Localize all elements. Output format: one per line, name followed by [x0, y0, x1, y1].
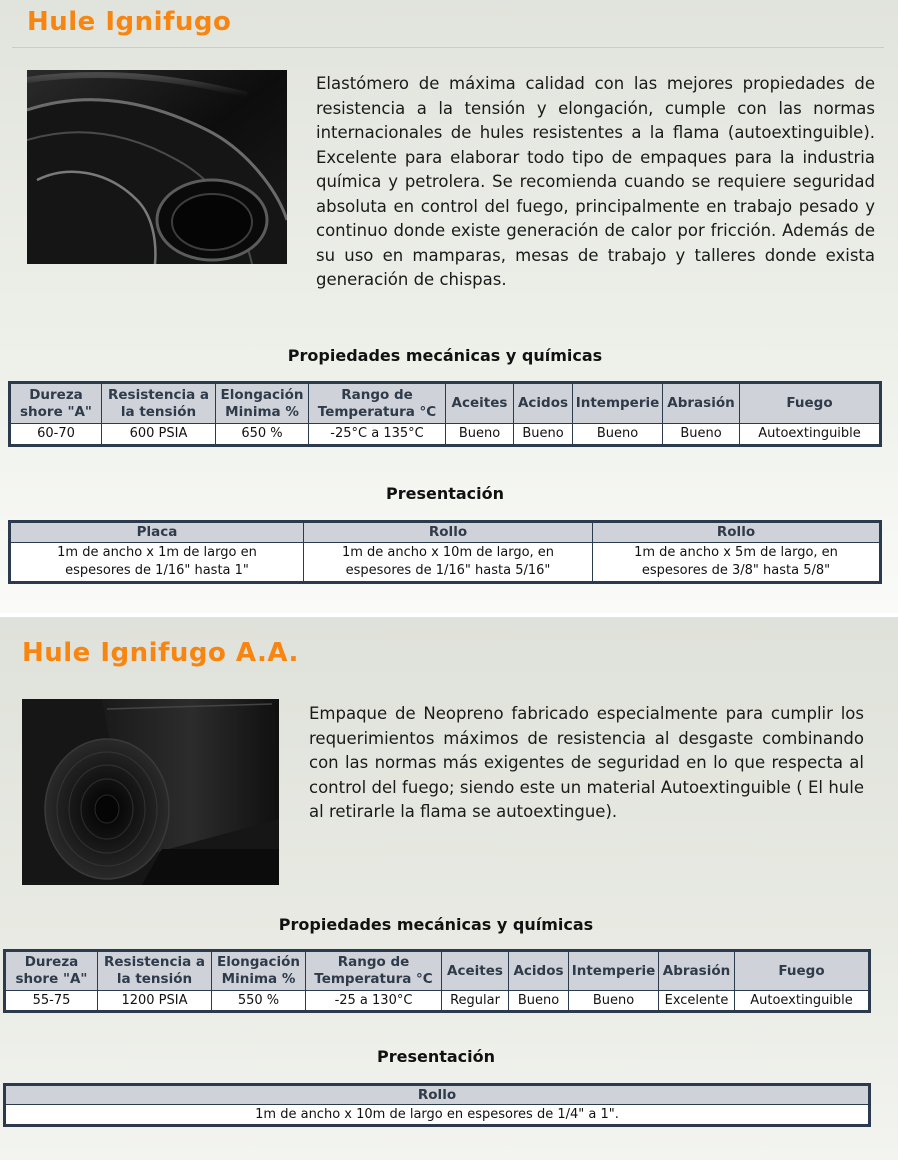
presentation-heading: Presentación [376, 1047, 496, 1066]
table-header-row [6, 952, 868, 991]
properties-table [8, 381, 882, 447]
properties-heading: Propiedades mecánicas y químicas [287, 346, 603, 365]
column-header: Fuego [735, 952, 868, 991]
column-header: Fuego [740, 384, 879, 424]
table-cell: Bueno [509, 991, 569, 1010]
table-cell: Autoextinguible [750, 992, 853, 1008]
table-cell: Excelente [659, 991, 735, 1010]
table-header-row [6, 1086, 868, 1105]
column-header: Elongación Minima % [212, 952, 306, 991]
column-header: Rollo [593, 523, 879, 543]
column-header: Dureza shore "A" [11, 384, 102, 424]
table-header-row [11, 523, 879, 543]
table-header-row [11, 384, 879, 424]
properties-table [3, 949, 871, 1013]
table-cell: 55-75 [6, 991, 98, 1010]
column-header: Resistencia a la tensión [102, 384, 216, 424]
table-cell: 1m de ancho x 1m de largo en espesores de 1/16" hasta 1" [11, 543, 304, 581]
column-header: Rango de Temperatura °C [306, 952, 442, 991]
table-cell: 600 PSIA [102, 424, 216, 444]
column-header: Resistencia a la tensión [98, 952, 212, 991]
table-cell: 1200 PSIA [98, 991, 212, 1010]
presentation-table [3, 1083, 871, 1127]
properties-heading: Propiedades mecánicas y químicas [278, 915, 594, 934]
product-section-hule-ignifugo-aa [0, 617, 898, 1160]
table-cell: -25 a 130°C [306, 991, 442, 1010]
table-cell: Bueno [446, 424, 514, 444]
presentation-table [8, 520, 882, 584]
column-header: Rollo [304, 523, 593, 543]
table-cell: 650 % [216, 424, 309, 444]
table-cell: -25°C a 135°C [309, 424, 446, 444]
column-header: Abrasión [663, 384, 740, 424]
column-header: Intemperie [569, 952, 659, 991]
table-cell: Bueno [569, 991, 659, 1010]
table-cell: Bueno [514, 424, 573, 444]
column-header: Rango de Temperatura °C [309, 384, 446, 424]
table-row [6, 991, 868, 1010]
table-cell: 60-70 [11, 424, 102, 444]
table-row [6, 1105, 868, 1124]
column-header: Dureza shore "A" [6, 952, 98, 991]
column-header: Placa [11, 523, 304, 543]
column-header: Rollo [6, 1086, 868, 1105]
table-cell: Regular [442, 991, 509, 1010]
table-cell: 1m de ancho x 5m de largo, en espesores de 3/8" hasta 5/8" [634, 545, 838, 578]
table-cell: Bueno [573, 424, 663, 444]
table-cell: 1m de ancho x 10m de largo, en espesores de 1/16" hasta 5/16" [304, 543, 593, 581]
table-cell: Autoextinguible [758, 426, 861, 441]
column-header: Intemperie [573, 384, 663, 424]
product-description: Elastómero de máxima calidad con las mejores propiedades de resistencia a la tensión y elongación, cumple con las normas internacionales de hules resistentes a la flama (autoextinguible). Excelente para elaborar todo tipo de empaques para la industria química y petrolera. Se recomienda cuando se requiere seguridad absoluta en control del fuego, principalmente en trabajo pesado y continuo donde existe generación de calor por fricción. Además de su uso en mamparas, mesas de trabajo y talleres donde exista generación de chispas. [316, 74, 875, 289]
product-photo [27, 70, 287, 264]
column-header: Acidos [514, 384, 573, 424]
product-title: Hule Ignifugo A.A. [22, 638, 299, 668]
table-cell: 550 % [212, 991, 306, 1010]
column-header: Aceites [442, 952, 509, 991]
column-header: Elongación Minima % [216, 384, 309, 424]
table-row [11, 424, 879, 444]
presentation-heading: Presentación [385, 484, 505, 503]
product-photo [22, 699, 279, 885]
column-header: Aceites [446, 384, 514, 424]
product-description: Empaque de Neopreno fabricado especialmente para cumplir los requerimientos máximos de resistencia al desgaste combinando con las normas más exigentes de seguridad en lo que respecta al control del fuego; siendo este un material Autoextinguible ( El hule al retirarle la flama se autoextingue). [309, 704, 864, 821]
table-cell: Bueno [663, 424, 740, 444]
table-cell: 1m de ancho x 10m de largo en espesores de 1/4" a 1". [255, 1106, 619, 1122]
column-header: Acidos [509, 952, 569, 991]
column-header: Abrasión [659, 952, 735, 991]
title-divider [12, 47, 884, 48]
table-row [11, 543, 879, 581]
product-title: Hule Ignifugo [27, 7, 232, 37]
